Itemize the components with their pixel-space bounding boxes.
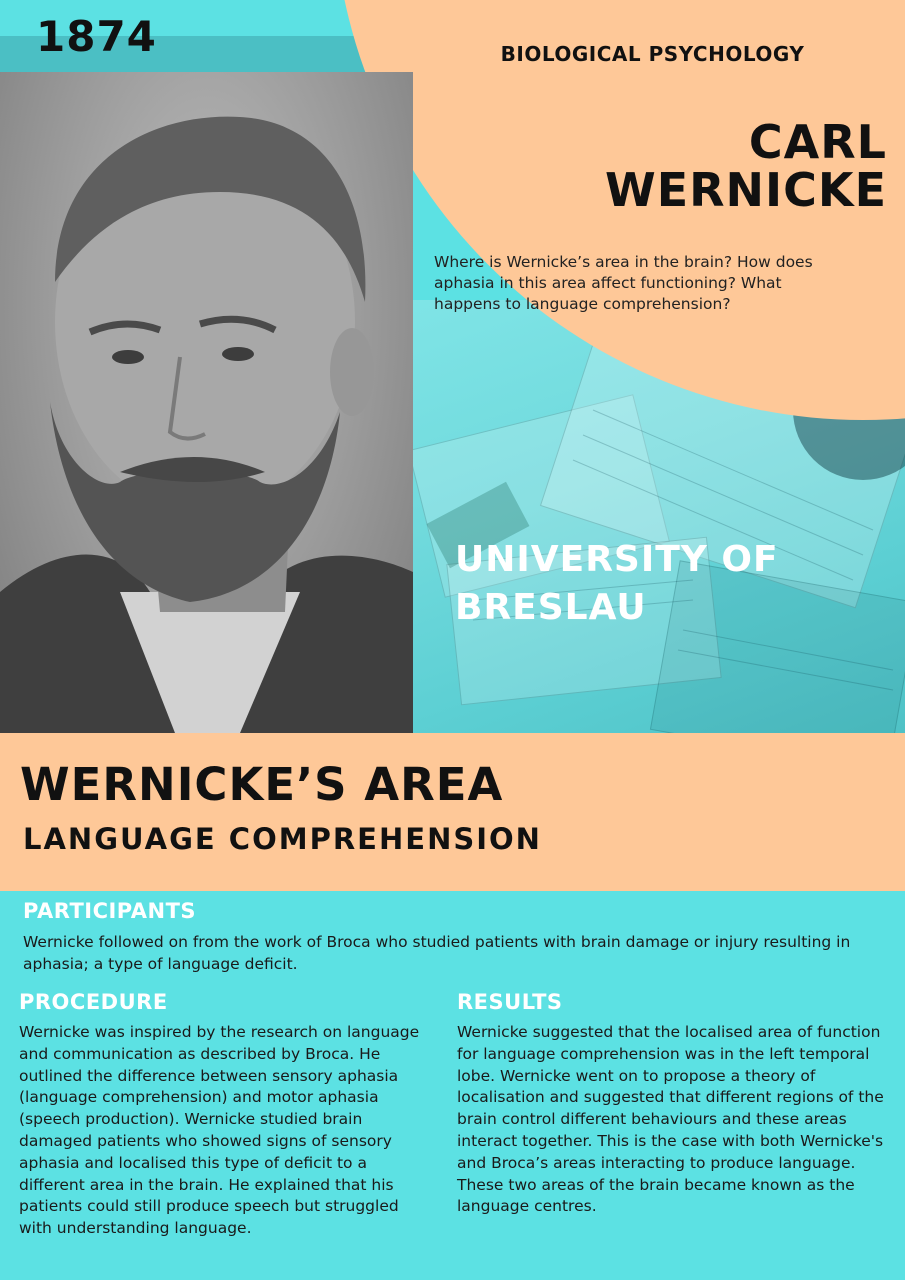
results-text: Wernicke suggested that the localised area of function for language comprehension was in the left temporal lobe. Wernicke went on to propose a theory of localisation and suggested that different regions of the brain control different behaviours and these areas interact together. This is the case with both Wernicke's and Broca’s areas interacting to produce language. These two areas of the brain became known as the language centres. xyxy=(457,1023,884,1216)
portrait-photo xyxy=(0,72,413,733)
intro-questions: Where is Wernicke’s area in the brain? How does aphasia in this area affect functioning? What happens to language comprehension? xyxy=(434,253,813,313)
participants-text: Wernicke followed on from the work of Broca who studied patients with brain damage or injury resulting in aphasia; a type of language deficit. xyxy=(23,933,851,973)
year-label: 1874 xyxy=(36,12,157,61)
procedure-text: Wernicke was inspired by the research on language and communication as described by Broca. He outlined the difference between sensory aphasia (language comprehension) and motor aphasia (speech production). Wernicke studied brain damaged patients who showed signs of sensory aphasia and localised this type of deficit to a different area in the brain. He explained that his patients could still produce speech but struggled with understanding language. xyxy=(19,1023,420,1238)
main-title: WERNICKE’S AREA xyxy=(20,758,504,811)
title-banner xyxy=(0,733,905,891)
name-line-1: CARL xyxy=(748,115,887,169)
subject-label: BIOLOGICAL PSYCHOLOGY xyxy=(500,42,805,66)
university-name xyxy=(455,536,875,632)
subtitle: LANGUAGE COMPREHENSION xyxy=(23,822,542,856)
procedure-heading: PROCEDURE xyxy=(19,990,168,1014)
university-line-2: BRESLAU xyxy=(455,587,647,628)
scientist-name xyxy=(604,115,887,217)
participants-heading: PARTICIPANTS xyxy=(23,899,197,923)
results-heading: RESULTS xyxy=(457,990,563,1014)
university-line-1: UNIVERSITY OF xyxy=(455,539,779,580)
name-line-2: WERNICKE xyxy=(604,163,887,217)
